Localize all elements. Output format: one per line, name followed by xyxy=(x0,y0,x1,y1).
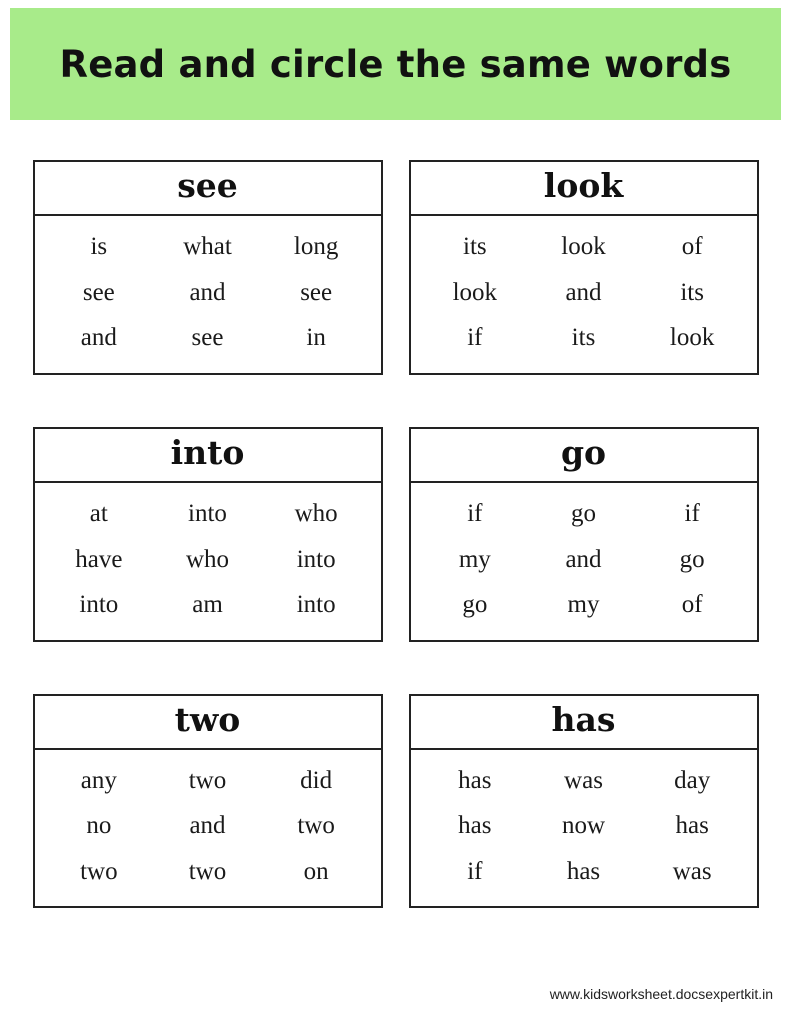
word-card xyxy=(409,160,759,375)
word-row xyxy=(421,803,747,849)
word-cell[interactable]: two xyxy=(80,857,118,885)
word-cell[interactable]: two xyxy=(188,857,227,885)
word-cell[interactable]: any xyxy=(80,766,117,794)
word-card-grid xyxy=(28,160,764,908)
word-cell[interactable]: if xyxy=(467,500,483,528)
word-cell[interactable]: and xyxy=(80,324,117,352)
word-cell[interactable]: its xyxy=(463,233,487,261)
word-card-body xyxy=(411,750,757,907)
word-cell[interactable]: what xyxy=(183,233,232,261)
word-card-body xyxy=(411,483,757,640)
word-row xyxy=(45,224,371,270)
word-cell[interactable]: and xyxy=(565,278,602,306)
word-cell[interactable]: day xyxy=(674,766,711,794)
word-row xyxy=(421,582,747,628)
word-cell[interactable]: and xyxy=(189,278,226,306)
word-row xyxy=(45,491,371,537)
word-cell[interactable]: no xyxy=(86,812,112,840)
word-cell[interactable]: who xyxy=(294,500,338,528)
word-card-target: look xyxy=(411,162,757,216)
word-card-target: see xyxy=(35,162,381,216)
word-card-body xyxy=(35,483,381,640)
word-cell[interactable]: was xyxy=(672,857,712,885)
word-cell[interactable]: see xyxy=(300,278,333,306)
word-card xyxy=(409,427,759,642)
word-row xyxy=(421,849,747,895)
word-cell[interactable]: look xyxy=(452,278,498,306)
word-card xyxy=(33,160,383,375)
word-card-target: into xyxy=(35,429,381,483)
word-cell[interactable]: into xyxy=(188,500,227,528)
word-cell[interactable]: my xyxy=(567,591,600,619)
word-cell[interactable]: into xyxy=(296,545,336,573)
word-cell[interactable]: and xyxy=(189,812,226,840)
word-cell[interactable]: look xyxy=(561,233,606,261)
word-cell[interactable]: its xyxy=(571,324,596,352)
word-cell[interactable]: into xyxy=(296,591,336,619)
word-cell[interactable]: has xyxy=(458,812,492,840)
word-row xyxy=(45,803,371,849)
word-card xyxy=(33,694,383,909)
word-card xyxy=(33,427,383,642)
word-cell[interactable]: go xyxy=(462,591,488,619)
word-row xyxy=(45,537,371,583)
worksheet-title: Read and circle the same words xyxy=(59,42,732,86)
word-cell[interactable]: is xyxy=(90,233,108,261)
word-card-target: has xyxy=(411,696,757,750)
word-cell[interactable]: my xyxy=(458,545,491,573)
word-row xyxy=(421,270,747,316)
word-cell[interactable]: on xyxy=(303,857,329,885)
word-card-body xyxy=(35,216,381,373)
word-cell[interactable]: two xyxy=(188,766,227,794)
word-row xyxy=(45,758,371,804)
word-row xyxy=(421,537,747,583)
word-cell[interactable]: and xyxy=(565,545,602,573)
word-row xyxy=(421,224,747,270)
word-row xyxy=(45,315,371,361)
word-row xyxy=(421,491,747,537)
word-cell[interactable]: if xyxy=(684,500,700,528)
word-card xyxy=(409,694,759,909)
word-cell[interactable]: has xyxy=(458,766,492,794)
word-cell[interactable]: was xyxy=(564,766,603,794)
word-cell[interactable]: see xyxy=(82,278,115,306)
word-cell[interactable]: has xyxy=(566,857,601,885)
word-cell[interactable]: in xyxy=(306,324,326,352)
word-cell[interactable]: its xyxy=(680,278,704,306)
word-cell[interactable]: am xyxy=(192,591,223,619)
word-cell[interactable]: look xyxy=(669,324,715,352)
word-cell[interactable]: two xyxy=(297,812,335,840)
word-cell[interactable]: of xyxy=(681,591,703,619)
word-cell[interactable]: did xyxy=(300,766,333,794)
worksheet-banner xyxy=(10,8,781,120)
word-cell[interactable]: who xyxy=(185,545,230,573)
word-cell[interactable]: at xyxy=(89,500,108,528)
word-cell[interactable]: go xyxy=(679,545,705,573)
word-cell[interactable]: see xyxy=(191,324,224,352)
word-cell[interactable]: of xyxy=(681,233,703,261)
word-card-body xyxy=(35,750,381,907)
word-row xyxy=(45,849,371,895)
word-row xyxy=(45,270,371,316)
word-card-target: two xyxy=(35,696,381,750)
word-row xyxy=(421,758,747,804)
word-card-body xyxy=(411,216,757,373)
word-row xyxy=(45,582,371,628)
word-cell[interactable]: if xyxy=(467,324,483,352)
word-cell[interactable]: if xyxy=(467,857,483,885)
word-row xyxy=(421,315,747,361)
word-cell[interactable]: has xyxy=(675,812,709,840)
footer-url: www.kidsworksheet.docsexpertkit.in xyxy=(549,986,773,1002)
word-cell[interactable]: long xyxy=(293,233,339,261)
word-cell[interactable]: go xyxy=(570,500,596,528)
word-cell[interactable]: now xyxy=(561,812,606,840)
word-card-target: go xyxy=(411,429,757,483)
word-cell[interactable]: have xyxy=(75,545,123,573)
word-cell[interactable]: into xyxy=(79,591,119,619)
